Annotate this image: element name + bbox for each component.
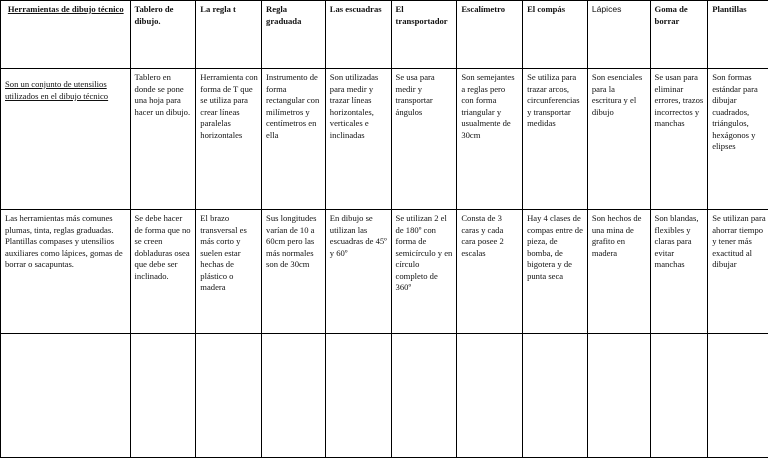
empty-cell bbox=[130, 334, 196, 458]
description-cell-transportador: Se utilizan 2 el de 180º con forma de semicírculo y en círculo completo de 360º bbox=[391, 210, 457, 334]
empty-cell bbox=[262, 334, 326, 458]
definition-cell-escuadras: Son utilizadas para medir y trazar líneas horizontales, verticales e inclinadas bbox=[325, 69, 391, 210]
empty-cell bbox=[650, 334, 708, 458]
empty-cell bbox=[1, 334, 131, 458]
definition-cell-transportador: Se usa para medir y transportar ángulos bbox=[391, 69, 457, 210]
description-cell-plantillas: Se utilizan para ahorrar tiempo y tener más exactitud al dibujar bbox=[708, 210, 768, 334]
empty-cell bbox=[391, 334, 457, 458]
definition-text-herramientas: Son un conjunto de utensilios utilizados en el dibujo técnico bbox=[5, 79, 109, 101]
definition-cell-escalimetro: Son semejantes a reglas pero con forma triangular y usualmente de 30cm bbox=[457, 69, 523, 210]
description-cell-regla-t: El brazo transversal es más corto y suelen estar hechas de plástico o madera bbox=[196, 210, 262, 334]
definition-cell-compas: Se utiliza para trazar arcos, circunferencias y transportar medidas bbox=[523, 69, 588, 210]
empty-cell bbox=[523, 334, 588, 458]
empty-cell bbox=[196, 334, 262, 458]
definition-cell-regla-graduada: Instrumento de forma rectangular con milímetros y centímetros en ella bbox=[262, 69, 326, 210]
empty-row bbox=[1, 334, 768, 458]
definition-cell-lapices: Son esenciales para la escritura y el dibujo bbox=[587, 69, 650, 210]
header-row bbox=[1, 1, 768, 69]
empty-cell bbox=[708, 334, 768, 458]
description-cell-herramientas: Las herramientas más comunes plumas, tinta, reglas graduadas. Plantillas compases y utensilios auxiliares como lápices, gomas de borrar o sacapuntas. bbox=[1, 210, 131, 334]
description-cell-compas: Hay 4 clases de compas entre de pieza, de bomba, de bigotera y de punta seca bbox=[523, 210, 588, 334]
description-cell-tablero: Se debe hacer de forma que no se creen dobladuras osea que debe ser inclinado. bbox=[130, 210, 196, 334]
definition-row bbox=[1, 69, 768, 210]
description-cell-goma: Son blandas, flexibles y claras para evitar manchas bbox=[650, 210, 708, 334]
header-cell-escalimetro: Escalímetro bbox=[457, 1, 523, 69]
definition-cell-goma: Se usan para eliminar errores, trazos incorrectos y manchas bbox=[650, 69, 708, 210]
header-cell-herramientas: Herramientas de dibujo técnico bbox=[1, 1, 131, 69]
description-row bbox=[1, 210, 768, 334]
description-cell-regla-graduada: Sus longitudes varían de 10 a 60cm pero las más normales son de 30cm bbox=[262, 210, 326, 334]
description-cell-escuadras: En dibujo se utilizan las escuadras de 45º y 60º bbox=[325, 210, 391, 334]
header-cell-escuadras: Las escuadras bbox=[325, 1, 391, 69]
header-cell-transportador: El transportador bbox=[391, 1, 457, 69]
definition-cell-regla-t: Herramienta con forma de T que se utiliza para crear líneas paralelas horizontales bbox=[196, 69, 262, 210]
header-cell-tablero: Tablero de dibujo. bbox=[130, 1, 196, 69]
header-cell-goma: Goma de borrar bbox=[650, 1, 708, 69]
description-cell-lapices: Son hechos de una mina de grafito en madera bbox=[587, 210, 650, 334]
empty-cell bbox=[325, 334, 391, 458]
empty-cell bbox=[587, 334, 650, 458]
definition-cell-tablero: Tablero en donde se pone una hoja para hacer un dibujo. bbox=[130, 69, 196, 210]
definition-cell-plantillas: Son formas estándar para dibujar cuadrados, triángulos, hexágonos y elipses bbox=[708, 69, 768, 210]
definition-cell-herramientas bbox=[1, 69, 131, 210]
header-cell-regla-t: La regla t bbox=[196, 1, 262, 69]
header-cell-compas: El compás bbox=[523, 1, 588, 69]
header-cell-plantillas: Plantillas bbox=[708, 1, 768, 69]
header-cell-lapices: Lápices bbox=[587, 1, 650, 69]
header-cell-regla-graduada: Regla graduada bbox=[262, 1, 326, 69]
description-cell-escalimetro: Consta de 3 caras y cada cara posee 2 escalas bbox=[457, 210, 523, 334]
empty-cell bbox=[457, 334, 523, 458]
